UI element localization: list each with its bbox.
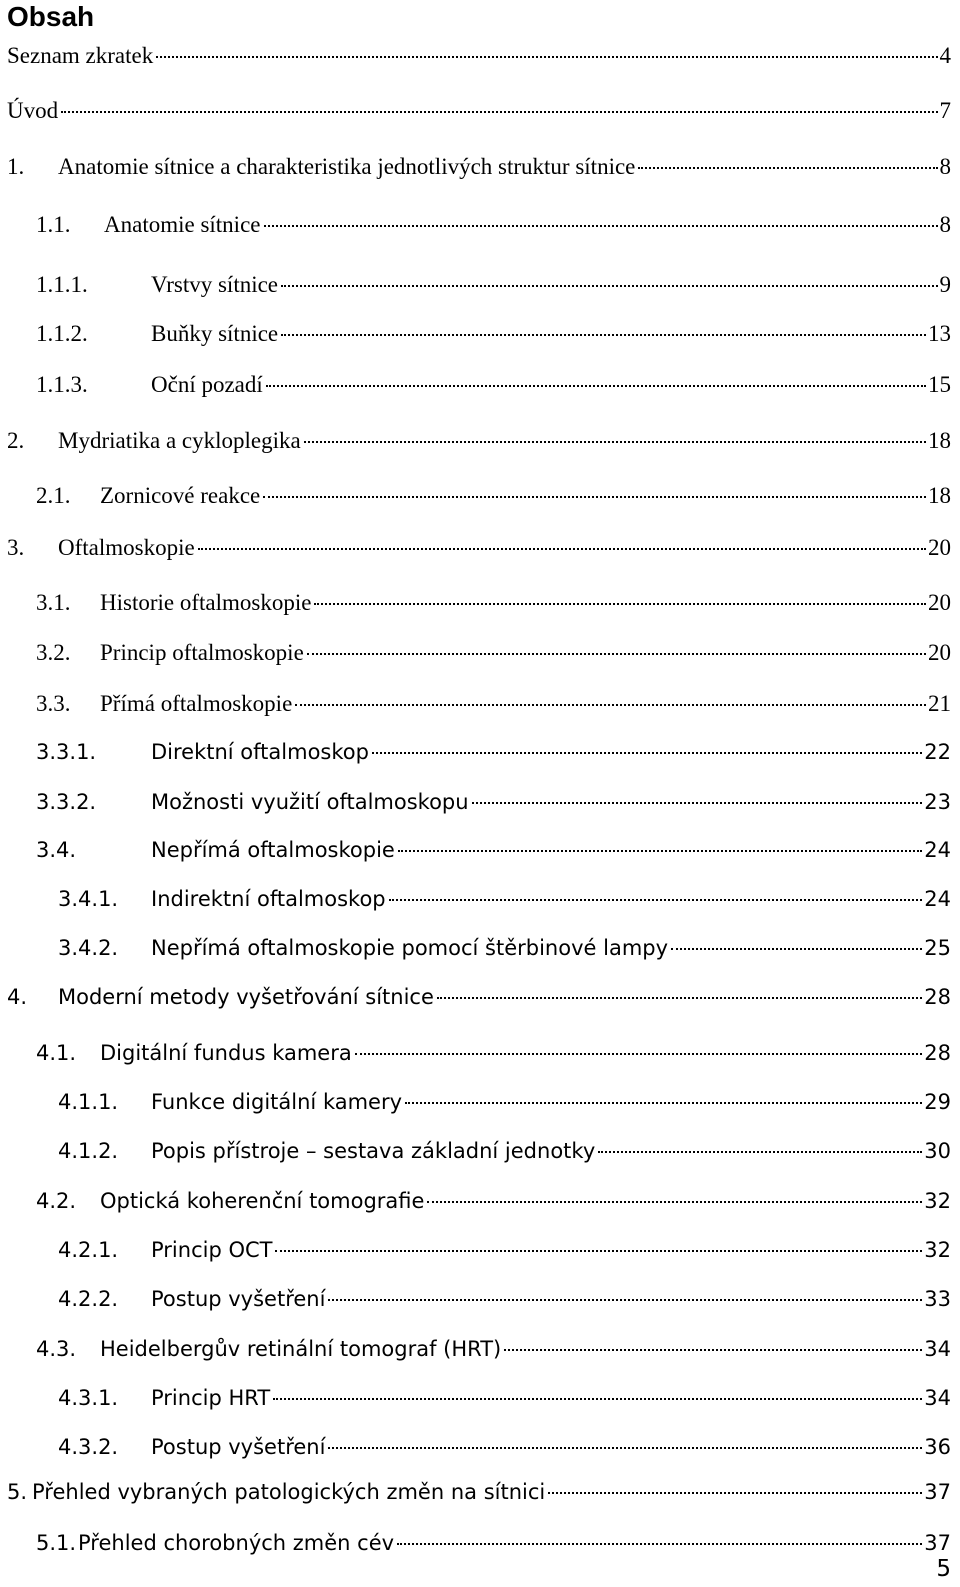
toc-dot-leader <box>281 284 937 287</box>
toc-dot-leader <box>263 495 926 498</box>
toc-entry[interactable] <box>7 981 951 1013</box>
toc-dot-leader <box>389 898 923 901</box>
toc-entry-number: 3.3.1. <box>36 740 97 764</box>
toc-entry[interactable] <box>36 834 951 866</box>
toc-entry[interactable] <box>36 1527 951 1559</box>
toc-entry-title: Zornicové reakce <box>100 483 261 508</box>
toc-entry-number: 3.3. <box>36 691 71 716</box>
toc-entry-title: Princip HRT <box>151 1386 271 1410</box>
toc-entry-page: 7 <box>939 98 951 123</box>
toc-dot-leader <box>328 1298 922 1301</box>
toc-dot-leader <box>598 1150 922 1153</box>
toc-entry-number: 4.3. <box>36 1337 77 1361</box>
toc-entry[interactable] <box>36 688 951 720</box>
toc-entry[interactable] <box>58 1431 951 1463</box>
toc-entry-page: 24 <box>924 887 951 911</box>
toc-entry-page: 22 <box>924 740 951 764</box>
toc-entry-page: 18 <box>928 428 951 453</box>
toc-entry-title: Moderní metody vyšetřování sítnice <box>58 985 434 1009</box>
toc-entry-title: Princip oftalmoskopie <box>100 640 304 665</box>
toc-entry-page: 24 <box>924 838 951 862</box>
toc-entry-page: 4 <box>939 43 951 68</box>
toc-entry-title: Nepřímá oftalmoskopie <box>151 838 395 862</box>
toc-entry-title: Přehled vybraných patologických změn na sítnici <box>32 1480 546 1504</box>
toc-entry-number: 4.2.1. <box>58 1238 119 1262</box>
toc-dot-leader <box>281 333 926 336</box>
toc-dot-leader <box>638 166 937 169</box>
toc-entry-page: 37 <box>924 1531 951 1555</box>
toc-entry-title: Heidelbergův retinální tomograf (HRT) <box>100 1337 502 1361</box>
toc-entry[interactable] <box>7 532 951 564</box>
toc-entry[interactable] <box>58 932 951 964</box>
toc-entry-title: Oční pozadí <box>151 372 263 397</box>
toc-entry[interactable] <box>58 1135 951 1167</box>
page-number: 5 <box>936 1556 951 1582</box>
toc-entry-title: Funkce digitální kamery <box>151 1090 403 1114</box>
toc-entry-title: Anatomie sítnice a charakteristika jednotlivých struktur sítnice <box>58 154 636 179</box>
toc-entry-page: 29 <box>924 1090 951 1114</box>
toc-entry-title: Seznam zkratek <box>7 43 154 68</box>
toc-entry-number: 3.2. <box>36 640 71 665</box>
toc-entry-title: Historie oftalmoskopie <box>100 590 312 615</box>
toc-entry-page: 25 <box>924 936 951 960</box>
toc-entry-number: 5. <box>7 1480 28 1504</box>
toc-entry-title: Možnosti využití oftalmoskopu <box>151 790 469 814</box>
toc-entry-number: 3.4.1. <box>58 887 119 911</box>
toc-entry-page: 37 <box>924 1480 951 1504</box>
toc-dot-leader <box>504 1348 922 1351</box>
toc-entry[interactable] <box>7 40 951 72</box>
toc-entry[interactable] <box>36 209 951 241</box>
toc-entry-number: 1.1.2. <box>36 321 88 346</box>
toc-entry[interactable] <box>36 587 951 619</box>
toc-dot-leader <box>405 1101 922 1104</box>
toc-entry-title: Přehled chorobných změn cév <box>78 1531 395 1555</box>
toc-entry-title: Princip OCT <box>151 1238 273 1262</box>
toc-entry-title: Indirektní oftalmoskop <box>151 887 386 911</box>
toc-dot-leader <box>548 1491 922 1494</box>
toc-entry[interactable] <box>36 786 951 818</box>
toc-entry-page: 18 <box>928 483 951 508</box>
toc-entry[interactable] <box>36 736 951 768</box>
toc-dot-leader <box>398 849 922 852</box>
toc-entry-title: Direktní oftalmoskop <box>151 740 369 764</box>
toc-entry-number: 3.4.2. <box>58 936 119 960</box>
toc-dot-leader <box>307 652 926 655</box>
toc-dot-leader <box>266 384 926 387</box>
toc-entry-title: Oftalmoskopie <box>58 535 195 560</box>
toc-entry-page: 34 <box>924 1386 951 1410</box>
toc-entry-title: Postup vyšetření <box>151 1435 326 1459</box>
toc-entry-page: 8 <box>939 212 951 237</box>
toc-dot-leader <box>314 602 926 605</box>
toc-entry-title: Postup vyšetření <box>151 1287 326 1311</box>
toc-dot-leader <box>275 1249 922 1252</box>
toc-entry[interactable] <box>58 1234 951 1266</box>
toc-entry[interactable] <box>36 480 951 512</box>
toc-dot-leader <box>198 547 926 550</box>
toc-entry[interactable] <box>36 637 951 669</box>
toc-entry-title: Optická koherenční tomografie <box>100 1189 425 1213</box>
toc-entry-page: 15 <box>928 372 951 397</box>
toc-entry[interactable] <box>36 1333 951 1365</box>
toc-dot-leader <box>671 947 922 950</box>
toc-dot-leader <box>427 1200 922 1203</box>
toc-entry-title: Mydriatika a cykloplegika <box>58 428 301 453</box>
toc-entry-number: 4.2.2. <box>58 1287 119 1311</box>
toc-entry-number: 4.1. <box>36 1041 77 1065</box>
toc-entry-page: 28 <box>924 1041 951 1065</box>
toc-dot-leader <box>295 703 926 706</box>
toc-entry[interactable] <box>36 1185 951 1217</box>
toc-entry[interactable] <box>58 1086 951 1118</box>
toc-entry-page: 28 <box>924 985 951 1009</box>
toc-entry[interactable] <box>36 369 951 401</box>
toc-entry[interactable] <box>7 425 951 457</box>
toc-entry-page: 9 <box>939 272 951 297</box>
toc-dot-leader <box>397 1542 922 1545</box>
toc-entry-page: 20 <box>928 590 951 615</box>
toc-entry-title: Popis přístroje – sestava základní jednotky <box>151 1139 596 1163</box>
toc-entry-page: 32 <box>924 1238 951 1262</box>
toc-dot-leader <box>264 224 938 227</box>
toc-entry-number: 3.1. <box>36 590 71 615</box>
toc-entry-number: 2.1. <box>36 483 71 508</box>
toc-entry-title: Anatomie sítnice <box>104 212 261 237</box>
toc-entry[interactable] <box>36 1037 951 1069</box>
toc-entry-page: 20 <box>928 640 951 665</box>
toc-entry-page: 13 <box>928 321 951 346</box>
toc-entry[interactable] <box>58 1382 951 1414</box>
toc-entry-number: 4.3.1. <box>58 1386 119 1410</box>
toc-entry-title: Nepřímá oftalmoskopie pomocí štěrbinové lampy <box>151 936 669 960</box>
toc-entry-page: 21 <box>928 691 951 716</box>
toc-dot-leader <box>328 1446 922 1449</box>
toc-entry[interactable] <box>36 318 951 350</box>
toc-entry-title: Vrstvy sítnice <box>151 272 279 297</box>
toc-entry-page: 36 <box>924 1435 951 1459</box>
toc-entry-page: 8 <box>939 154 951 179</box>
toc-entry-page: 32 <box>924 1189 951 1213</box>
toc-entry-number: 3. <box>7 535 25 560</box>
toc-entry[interactable] <box>7 1476 951 1508</box>
toc-entry-title: Úvod <box>7 98 59 123</box>
toc-entry-page: 20 <box>928 535 951 560</box>
toc-entry-title: Digitální fundus kamera <box>100 1041 352 1065</box>
toc-entry-number: 4. <box>7 985 28 1009</box>
toc-entry-title: Přímá oftalmoskopie <box>100 691 293 716</box>
toc-dot-leader <box>156 55 937 58</box>
toc-dot-leader <box>273 1397 922 1400</box>
toc-dot-leader <box>304 440 926 443</box>
toc-entry-page: 30 <box>924 1139 951 1163</box>
toc-entry[interactable] <box>7 151 951 183</box>
toc-entry[interactable] <box>58 883 951 915</box>
toc-entry-number: 4.3.2. <box>58 1435 119 1459</box>
toc-dot-leader <box>437 996 922 999</box>
toc-entry-number: 4.1.2. <box>58 1139 119 1163</box>
toc-entry-number: 1.1.1. <box>36 272 88 297</box>
toc-entry-number: 4.2. <box>36 1189 77 1213</box>
toc-entry-page: 33 <box>924 1287 951 1311</box>
toc-entry[interactable] <box>58 1283 951 1315</box>
toc-entry-page: 23 <box>924 790 951 814</box>
toc-entry-page: 34 <box>924 1337 951 1361</box>
toc-entry-number: 4.1.1. <box>58 1090 119 1114</box>
toc-entry[interactable] <box>7 95 951 127</box>
toc-entry-number: 3.3.2. <box>36 790 97 814</box>
toc-dot-leader <box>355 1052 923 1055</box>
toc-dot-leader <box>61 110 937 113</box>
toc-entry-title: Buňky sítnice <box>151 321 279 346</box>
toc-entry-number: 5.1. <box>36 1531 77 1555</box>
toc-entry-number: 2. <box>7 428 25 453</box>
toc-dot-leader <box>472 801 923 804</box>
page-heading: Obsah <box>7 1 95 32</box>
toc-entry-number: 3.4. <box>36 838 77 862</box>
toc-entry-number: 1.1.3. <box>36 372 88 397</box>
toc-entry-number: 1. <box>7 154 25 179</box>
toc-entry-number: 1.1. <box>36 212 71 237</box>
toc-dot-leader <box>372 751 922 754</box>
toc-entry[interactable] <box>36 269 951 301</box>
